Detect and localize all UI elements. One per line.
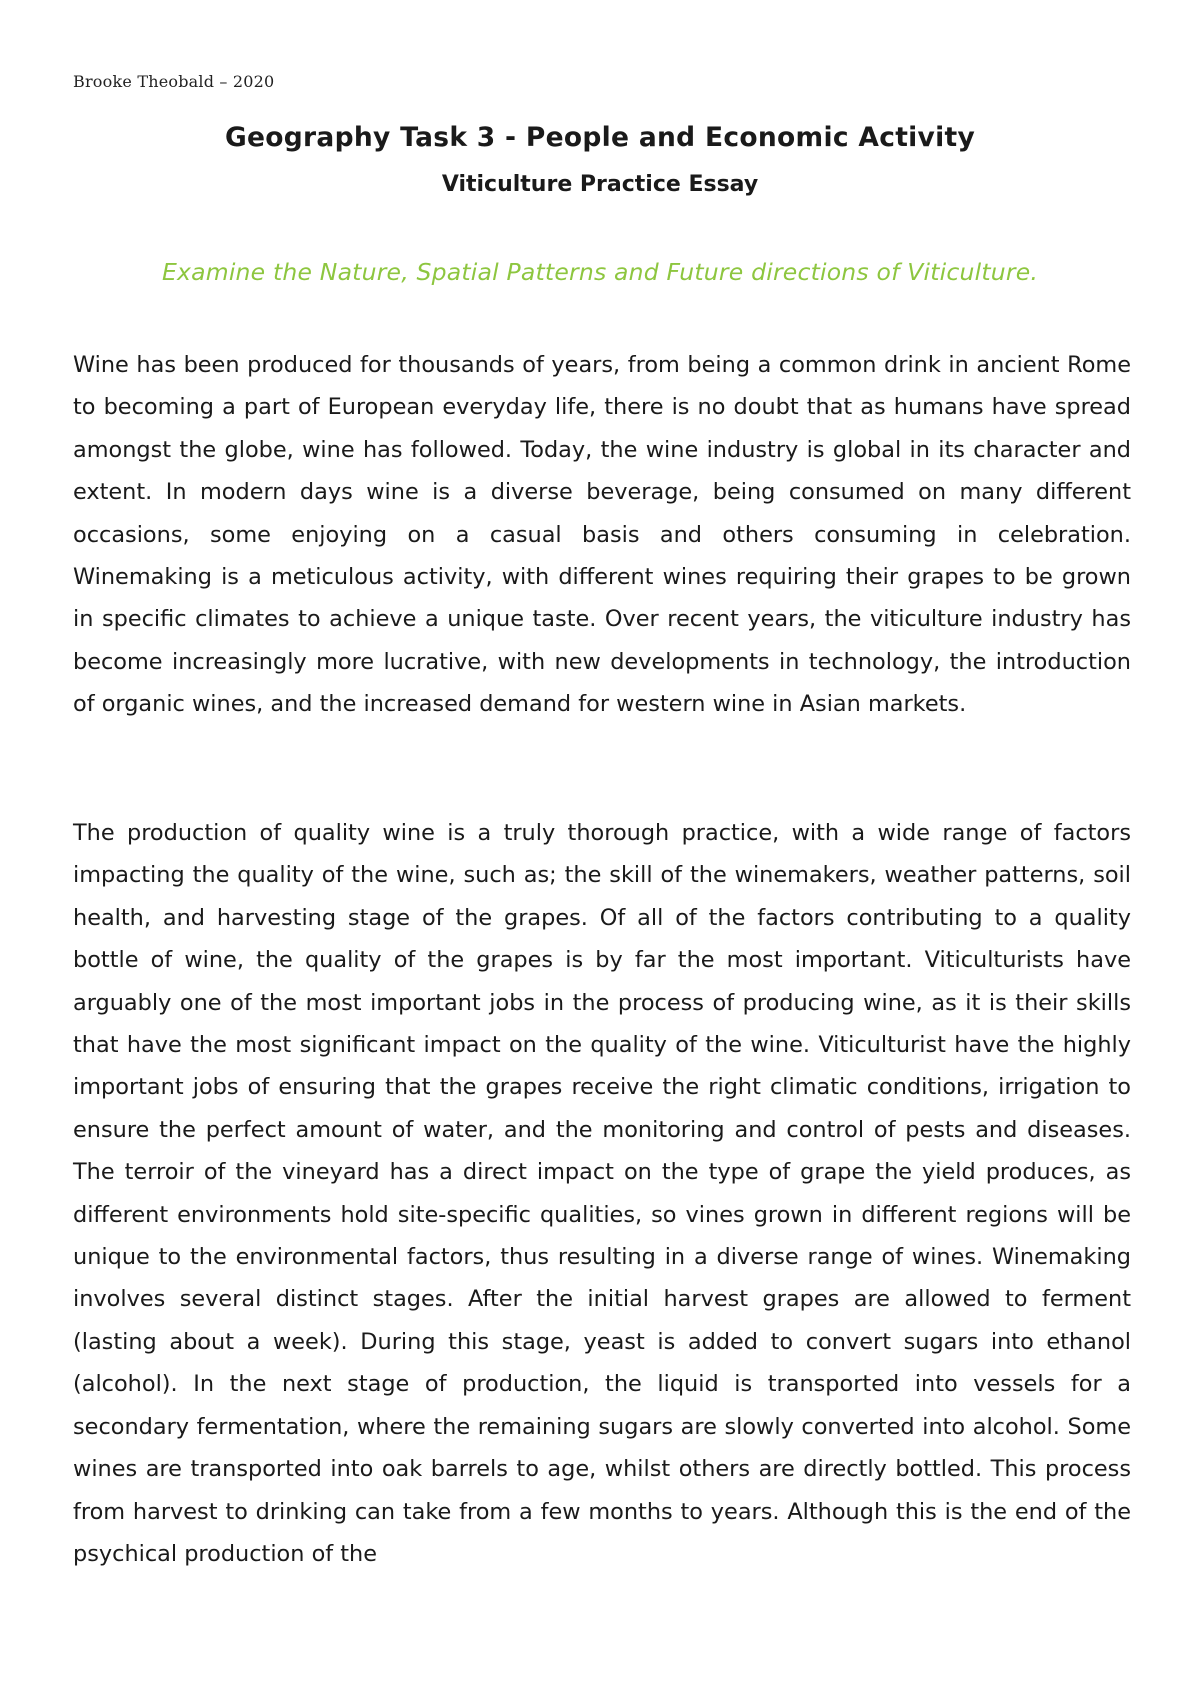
page-title: Geography Task 3 - People and Economic Activity (224, 122, 976, 153)
page-subtitle: Viticulture Practice Essay (441, 172, 759, 197)
paragraph-body: The production of quality wine is a truly thorough practice, with a wide range of factors impacting the quality of the wine, such as; the skill of the winemakers, weather patterns, soil health, and harvesting stage of the grapes. Of all of the factors contributing to a quality bottle of wine, the quality of the grapes is by far the most important. Viticulturists have arguably one of the most important jobs in the process of producing wine, as it is their skills that have the most significant impact on the quality of the wine. Viticulturist have the highly important jobs of ensuring that the grapes receive the right climatic conditions, irrigation to ensure the perfect amount of water, and the monitoring and control of pests and diseases. The terroir of the vineyard has a direct impact on the type of grape the yield produces, as different environments hold site-specific qualities, so vines grown in different regions will be unique to the environmental factors, thus resulting in a diverse range of wines. Winemaking involves several distinct stages. After the initial harvest grapes are allowed to ferment (lasting about a week). During this stage, yeast is added to convert sugars into ethanol (alcohol). In the next stage of production, the liquid is transported into vessels for a secondary fermentation, where the remaining sugars are slowly converted into alcohol. Some wines are transported into oak barrels to age, whilst others are directly bottled. This process from harvest to drinking can take from a few months to years. Although this is the end of the psychical production of the (73, 820, 1131, 1567)
paragraph-introduction: Wine has been produced for thousands of years, from being a common drink in ancient Rome to becoming a part of European everyday life, there is no doubt that as humans have spread amongst the globe, wine has followed. Today, the wine industry is global in its character and extent. In modern days wine is a diverse beverage, being consumed on many different occasions, some enjoying on a casual basis and others consuming in celebration. Winemaking is a meticulous activity, with different wines requiring their grapes to be grown in specific climates to achieve a unique taste. Over recent years, the viticulture industry has become increasingly more lucrative, with new developments in technology, the introduction of organic wines, and the increased demand for western wine in Asian markets. (73, 352, 1131, 718)
author-line: Brooke Theobald – 2020 (73, 72, 275, 91)
essay-question: Examine the Nature, Spatial Patterns and Future directions of Viticulture. (161, 258, 1039, 286)
